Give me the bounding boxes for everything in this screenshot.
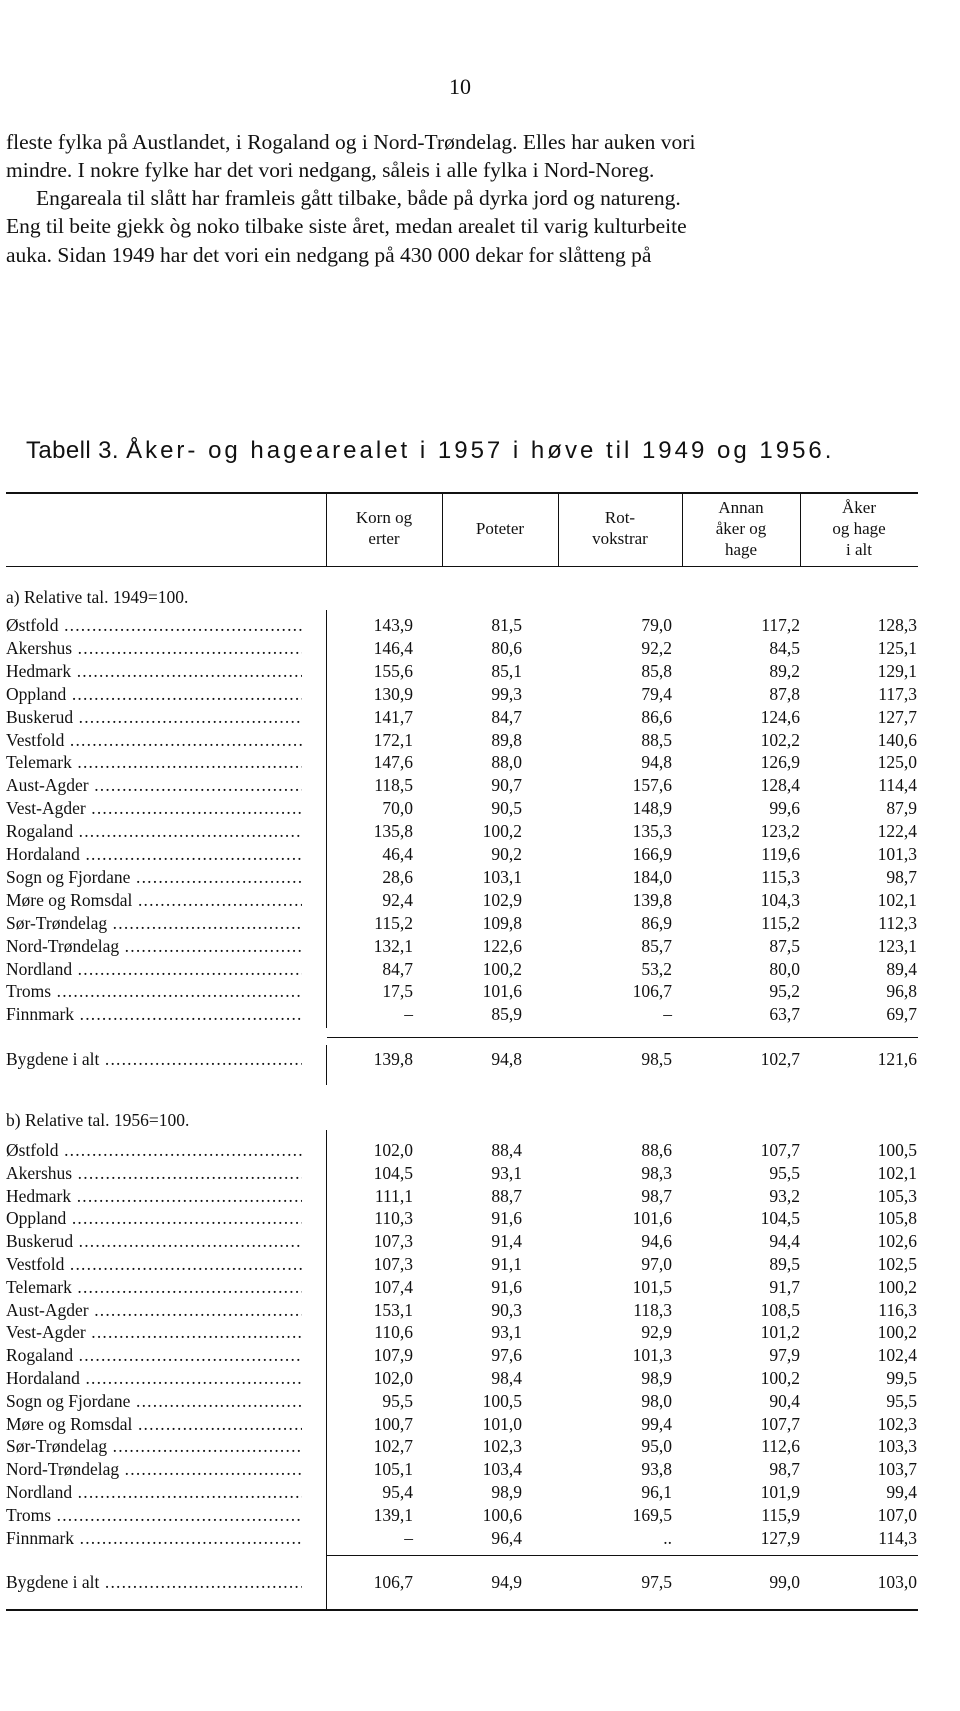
table-cell: 109,8 <box>482 912 522 933</box>
row-label: Rogaland ..... <box>6 820 302 843</box>
table-cell: 89,5 <box>769 1254 800 1274</box>
table-cell: 98,7 <box>641 1185 672 1206</box>
table-number: Tabell 3. <box>26 437 127 464</box>
table-cell: 100,5 <box>877 1140 917 1160</box>
table-cell: 102,2 <box>760 729 800 750</box>
row-label: Aust-Agder ..... <box>6 1299 302 1322</box>
row-label: Vest-Agder ..... <box>6 797 302 820</box>
table-row <box>0 1321 930 1344</box>
row-label: Bygdene i alt ..... <box>6 1048 302 1071</box>
table-cell: 99,0 <box>769 1572 800 1592</box>
table-cell: 100,2 <box>482 958 522 979</box>
table-cell: 103,3 <box>877 1436 917 1457</box>
header-line: i alt <box>846 540 872 559</box>
table-cell: 91,6 <box>491 1208 522 1229</box>
row-label: Vestfold ..... <box>6 729 302 752</box>
table-cell: 88,0 <box>491 752 522 773</box>
table-cell: 92,2 <box>641 637 672 658</box>
table-cell: 101,0 <box>482 1413 522 1434</box>
table-cell: 101,6 <box>482 981 522 1002</box>
column-header-aker-total <box>800 497 918 560</box>
table-cell: 85,9 <box>491 1004 522 1025</box>
row-label: Nordland ..... <box>6 1481 302 1504</box>
row-label: Sør-Trøndelag ..... <box>6 912 302 935</box>
table-cell: 140,6 <box>877 729 917 750</box>
table-cell: 93,8 <box>641 1459 672 1480</box>
table-row <box>0 912 930 935</box>
table-cell: 93,2 <box>769 1185 800 1206</box>
row-label: Hordaland ..... <box>6 1367 302 1390</box>
table-cell: 169,5 <box>632 1504 672 1525</box>
table-cell: 106,7 <box>373 1572 413 1592</box>
table-cell: 105,3 <box>877 1185 917 1206</box>
table-cell: 91,6 <box>491 1276 522 1297</box>
table-cell: 107,9 <box>373 1345 413 1366</box>
table-cell: 105,1 <box>373 1459 413 1480</box>
table-cell: 99,4 <box>886 1482 917 1502</box>
table-row <box>0 1344 930 1367</box>
total-divider-rule <box>327 1555 918 1556</box>
table-cell: 97,9 <box>769 1345 800 1366</box>
table-cell: 89,8 <box>491 729 522 750</box>
table-cell: 94,9 <box>491 1572 522 1592</box>
table-cell: 111,1 <box>374 1185 413 1206</box>
table-cell: 84,7 <box>491 706 522 727</box>
table-cell: 94,6 <box>641 1231 672 1252</box>
table-cell: 115,9 <box>761 1504 800 1525</box>
paragraph-line: fleste fylka på Austlandet, i Rogaland og i Nord-Trøndelag. Elles har auken vori <box>6 130 696 154</box>
row-label: Hedmark ..... <box>6 1185 302 1208</box>
table-cell: 91,4 <box>491 1231 522 1252</box>
table-cell: 94,8 <box>491 1049 522 1069</box>
table-row <box>0 1276 930 1299</box>
table-row <box>0 1185 930 1208</box>
row-label: Oppland ..... <box>6 1207 302 1230</box>
table-cell: 100,2 <box>482 821 522 842</box>
table-cell: 106,7 <box>632 981 672 1002</box>
table-row <box>0 729 930 752</box>
table-cell: 101,3 <box>632 1345 672 1366</box>
column-header-korn <box>326 507 442 549</box>
table-cell: 107,7 <box>760 1413 800 1434</box>
table-cell: 122,6 <box>482 935 522 956</box>
table-cell: 100,7 <box>373 1413 413 1434</box>
table-cell: 90,3 <box>491 1299 522 1320</box>
table-cell: 95,2 <box>769 981 800 1002</box>
table-cell: 102,7 <box>760 1049 800 1069</box>
table-cell: 114,3 <box>878 1527 917 1548</box>
table-row <box>0 1207 930 1230</box>
header-line: og hage <box>832 519 886 538</box>
table-cell: 105,8 <box>877 1208 917 1229</box>
table-row <box>0 614 930 637</box>
table-cell: 116,3 <box>878 1299 917 1320</box>
table-cell: 95,0 <box>641 1436 672 1457</box>
table-cell: 93,1 <box>491 1322 522 1343</box>
table-cell: 96,8 <box>886 981 917 1002</box>
table-cell: 91,1 <box>491 1254 522 1274</box>
table-cell: 95,5 <box>382 1390 413 1411</box>
table-cell: 155,6 <box>373 660 413 681</box>
table-title <box>26 437 834 465</box>
header-bottom-rule <box>6 566 918 567</box>
row-label: Nord-Trøndelag ..... <box>6 1458 302 1481</box>
table-cell: 122,4 <box>877 821 917 842</box>
table-cell: 100,2 <box>760 1368 800 1388</box>
row-label: Telemark ..... <box>6 1276 302 1299</box>
table-cell: 101,9 <box>760 1482 800 1502</box>
table-cell: 103,0 <box>877 1572 917 1592</box>
table-cell: 115,3 <box>761 866 800 887</box>
table-cell: 117,2 <box>761 615 800 635</box>
row-label: Nordland ..... <box>6 958 302 981</box>
table-cell: 102,1 <box>877 889 917 910</box>
row-label: Sogn og Fjordane ..... <box>6 866 302 889</box>
row-label: Rogaland ..... <box>6 1344 302 1367</box>
table-cell: 90,5 <box>491 798 522 819</box>
table-cell: 98,9 <box>491 1482 522 1502</box>
table-row <box>0 1390 930 1413</box>
table-cell: 107,7 <box>760 1140 800 1160</box>
row-label: Buskerud ..... <box>6 706 302 729</box>
table-row <box>0 1367 930 1390</box>
table-cell: 94,4 <box>769 1231 800 1252</box>
table-cell: 100,2 <box>877 1322 917 1343</box>
table-row <box>0 1458 930 1481</box>
table-cell: 104,5 <box>760 1208 800 1229</box>
table-cell: 139,8 <box>632 889 672 910</box>
table-cell: 98,5 <box>641 1049 672 1069</box>
table-cell: 98,9 <box>641 1368 672 1388</box>
row-label: Hedmark ..... <box>6 660 302 683</box>
table-cell: 85,7 <box>641 935 672 956</box>
table-cell: 17,5 <box>382 981 413 1002</box>
table-row <box>0 774 930 797</box>
table-cell: 124,6 <box>760 706 800 727</box>
table-cell: 102,1 <box>877 1162 917 1183</box>
table-cell: 143,9 <box>373 615 413 635</box>
table-cell: 100,6 <box>482 1504 522 1525</box>
row-label: Vest-Agder ..... <box>6 1321 302 1344</box>
header-line: Annan <box>718 498 764 517</box>
table-cell: 115,2 <box>761 912 800 933</box>
table-cell: 107,3 <box>373 1231 413 1252</box>
table-cell: 118,5 <box>374 775 413 796</box>
table-row <box>0 889 930 912</box>
table-total-row <box>0 1571 930 1594</box>
table-row <box>0 1139 930 1162</box>
table-row <box>0 797 930 820</box>
table-row <box>0 1230 930 1253</box>
table-cell: 125,0 <box>877 752 917 773</box>
table-cell: 108,5 <box>760 1299 800 1320</box>
table-cell: 135,8 <box>373 821 413 842</box>
table-cell: 98,4 <box>491 1368 522 1388</box>
table-cell: 84,7 <box>382 958 413 979</box>
row-label: Nord-Trøndelag ..... <box>6 935 302 958</box>
table-cell: 112,6 <box>761 1436 800 1457</box>
table-cell: 107,0 <box>877 1504 917 1525</box>
table-cell: 85,8 <box>641 660 672 681</box>
row-label: Telemark ..... <box>6 751 302 774</box>
table-cell: 87,8 <box>769 683 800 704</box>
table-cell: 98,7 <box>769 1459 800 1480</box>
header-line: Rot- <box>604 508 636 527</box>
table-row <box>0 866 930 889</box>
table-cell: 103,1 <box>482 866 522 887</box>
table-row <box>0 935 930 958</box>
table-cell: 99,5 <box>886 1368 917 1388</box>
table-cell: 70,0 <box>382 798 413 819</box>
paragraph-line: auka. Sidan 1949 har det vori ein nedgang på 430 000 dekar for slåtteng på <box>6 243 652 267</box>
header-line: erter <box>368 529 400 548</box>
table-cell: 100,2 <box>877 1276 917 1297</box>
table-cell: 97,6 <box>491 1345 522 1366</box>
paragraph-line: Engareala til slått har framleis gått tilbake, både på dyrka jord og natureng. <box>36 186 681 210</box>
column-header-rotvokstrar <box>558 507 682 549</box>
table-cell: 146,4 <box>373 637 413 658</box>
table-cell: 95,5 <box>886 1390 917 1411</box>
table-cell: – <box>404 1004 413 1025</box>
table-row <box>0 751 930 774</box>
table-cell: 101,3 <box>877 844 917 864</box>
row-label: Finnmark ..... <box>6 1003 302 1026</box>
table-cell: 128,4 <box>760 775 800 796</box>
table-cell: 53,2 <box>641 958 672 979</box>
table-cell: – <box>404 1527 413 1548</box>
table-cell: 102,5 <box>877 1254 917 1274</box>
table-cell: 103,4 <box>482 1459 522 1480</box>
row-label: Østfold ..... <box>6 1139 302 1162</box>
table-row <box>0 637 930 660</box>
paragraph-line: Eng til beite gjekk òg noko tilbake siste året, medan arealet til varig kulturbeite <box>6 214 687 238</box>
table-cell: 92,9 <box>641 1322 672 1343</box>
table-cell: 123,1 <box>877 935 917 956</box>
table-cell: 112,3 <box>878 912 917 933</box>
row-label: Hordaland ..... <box>6 843 302 866</box>
table-total-row <box>0 1048 930 1071</box>
row-label: Akershus ..... <box>6 1162 302 1185</box>
table-cell: .. <box>663 1527 672 1548</box>
table-cell: 46,4 <box>382 844 413 864</box>
table-cell: 121,6 <box>877 1049 917 1069</box>
table-cell: – <box>663 1004 672 1025</box>
table-row <box>0 1003 930 1026</box>
table-cell: 98,3 <box>641 1162 672 1183</box>
page-number: 10 <box>449 74 471 99</box>
table-cell: 127,9 <box>760 1527 800 1548</box>
table-cell: 88,6 <box>641 1140 672 1160</box>
table-row <box>0 1481 930 1504</box>
table-cell: 135,3 <box>632 821 672 842</box>
table-cell: 95,4 <box>382 1482 413 1502</box>
header-line: vokstrar <box>592 529 648 548</box>
row-label: Buskerud ..... <box>6 1230 302 1253</box>
table-cell: 89,4 <box>886 958 917 979</box>
table-cell: 118,3 <box>633 1299 672 1320</box>
table-cell: 81,5 <box>491 615 522 635</box>
table-row <box>0 980 930 1003</box>
table-cell: 129,1 <box>877 660 917 681</box>
table-cell: 97,5 <box>641 1572 672 1592</box>
column-header-poteter <box>442 518 558 539</box>
table-cell: 86,9 <box>641 912 672 933</box>
table-cell: 28,6 <box>382 866 413 887</box>
header-line: Korn og <box>355 508 413 527</box>
table-cell: 94,8 <box>641 752 672 773</box>
table-cell: 99,6 <box>769 798 800 819</box>
table-cell: 102,9 <box>482 889 522 910</box>
row-label: Oppland ..... <box>6 683 302 706</box>
table-cell: 104,5 <box>373 1162 413 1183</box>
table-cell: 101,5 <box>632 1276 672 1297</box>
table-row <box>0 660 930 683</box>
table-cell: 104,3 <box>760 889 800 910</box>
table-cell: 102,3 <box>877 1413 917 1434</box>
section-a-label: a) Relative tal. 1949=100. <box>6 587 189 607</box>
table-cell: 102,7 <box>373 1436 413 1457</box>
table-cell: 79,4 <box>641 683 672 704</box>
row-label: Troms ..... <box>6 980 302 1003</box>
table-cell: 90,4 <box>769 1390 800 1411</box>
table-cell: 115,2 <box>374 912 413 933</box>
header-top-rule <box>6 492 918 494</box>
table-cell: 63,7 <box>769 1004 800 1025</box>
table-cell: 98,0 <box>641 1390 672 1411</box>
table-cell: 125,1 <box>877 637 917 658</box>
table-cell: 107,4 <box>373 1276 413 1297</box>
table-cell: 99,3 <box>491 683 522 704</box>
table-row <box>0 1527 930 1550</box>
table-cell: 87,9 <box>886 798 917 819</box>
table-cell: 102,0 <box>373 1140 413 1160</box>
table-cell: 80,6 <box>491 637 522 658</box>
row-label: Troms ..... <box>6 1504 302 1527</box>
table-cell: 153,1 <box>373 1299 413 1320</box>
section-b-label: b) Relative tal. 1956=100. <box>6 1110 190 1130</box>
table-cell: 84,5 <box>769 637 800 658</box>
table-cell: 98,7 <box>886 866 917 887</box>
table-cell: 139,8 <box>373 1049 413 1069</box>
table-cell: 166,9 <box>632 844 672 864</box>
total-divider-rule <box>327 1037 918 1038</box>
table-cell: 97,0 <box>641 1254 672 1274</box>
table-cell: 91,7 <box>769 1276 800 1297</box>
table-cell: 114,4 <box>878 775 917 796</box>
table-cell: 110,3 <box>374 1208 413 1229</box>
table-bottom-rule <box>6 1609 918 1611</box>
table-cell: 102,0 <box>373 1368 413 1388</box>
table-caption: Åker- og hagearealet i 1957 i høve til 1949 og 1956. <box>126 437 835 464</box>
table-cell: 141,7 <box>373 706 413 727</box>
table-cell: 93,1 <box>491 1162 522 1183</box>
table-cell: 102,6 <box>877 1231 917 1252</box>
table-cell: 90,2 <box>491 844 522 864</box>
table-cell: 126,9 <box>760 752 800 773</box>
table-cell: 119,6 <box>761 844 800 864</box>
table-cell: 139,1 <box>373 1504 413 1525</box>
table-cell: 110,6 <box>374 1322 413 1343</box>
header-line: Åker <box>842 498 876 517</box>
row-label: Sør-Trøndelag ..... <box>6 1435 302 1458</box>
row-label: Finnmark ..... <box>6 1527 302 1550</box>
table-cell: 130,9 <box>373 683 413 704</box>
paragraph-line: mindre. I nokre fylke har det vori nedgang, såleis i alle fylka i Nord-Noreg. <box>6 158 655 182</box>
table-cell: 88,4 <box>491 1140 522 1160</box>
table-cell: 90,7 <box>491 775 522 796</box>
table-cell: 95,5 <box>769 1162 800 1183</box>
table-cell: 86,6 <box>641 706 672 727</box>
table-cell: 85,1 <box>491 660 522 681</box>
column-header-annan <box>682 497 800 560</box>
table-row <box>0 683 930 706</box>
header-line: åker og <box>715 519 767 538</box>
header-line: hage <box>724 540 758 559</box>
row-label: Aust-Agder ..... <box>6 774 302 797</box>
row-label: Akershus ..... <box>6 637 302 660</box>
table-cell: 96,1 <box>641 1482 672 1502</box>
table-cell: 107,3 <box>373 1254 413 1274</box>
table-cell: 148,9 <box>632 798 672 819</box>
table-cell: 132,1 <box>373 935 413 956</box>
table-cell: 80,0 <box>769 958 800 979</box>
table-cell: 102,3 <box>482 1436 522 1457</box>
table-row <box>0 1299 930 1322</box>
table-row <box>0 1162 930 1185</box>
table-row <box>0 706 930 729</box>
table-row <box>0 1435 930 1458</box>
row-label: Møre og Romsdal ..... <box>6 1413 302 1436</box>
table-cell: 102,4 <box>877 1345 917 1366</box>
row-label: Bygdene i alt ..... <box>6 1571 302 1594</box>
table-cell: 103,7 <box>877 1459 917 1480</box>
table-cell: 100,5 <box>482 1390 522 1411</box>
table-cell: 88,7 <box>491 1185 522 1206</box>
table-cell: 101,6 <box>632 1208 672 1229</box>
table-cell: 172,1 <box>373 729 413 750</box>
table-row <box>0 958 930 981</box>
row-label: Vestfold ..... <box>6 1253 302 1276</box>
table-cell: 89,2 <box>769 660 800 681</box>
table-cell: 117,3 <box>878 683 917 704</box>
table-cell: 69,7 <box>886 1004 917 1025</box>
table-cell: 123,2 <box>760 821 800 842</box>
header-line: Poteter <box>475 519 525 538</box>
table-row <box>0 820 930 843</box>
table-row <box>0 1413 930 1436</box>
table-cell: 101,2 <box>760 1322 800 1343</box>
table-row <box>0 1253 930 1276</box>
table-cell: 128,3 <box>877 615 917 635</box>
row-label: Østfold ..... <box>6 614 302 637</box>
table-cell: 96,4 <box>491 1527 522 1548</box>
table-cell: 92,4 <box>382 889 413 910</box>
table-cell: 147,6 <box>373 752 413 773</box>
table-cell: 99,4 <box>641 1413 672 1434</box>
table-row <box>0 1504 930 1527</box>
table-row <box>0 843 930 866</box>
table-cell: 127,7 <box>877 706 917 727</box>
table-cell: 157,6 <box>632 775 672 796</box>
table-cell: 88,5 <box>641 729 672 750</box>
row-label: Sogn og Fjordane ..... <box>6 1390 302 1413</box>
table-cell: 79,0 <box>641 615 672 635</box>
row-label: Møre og Romsdal ..... <box>6 889 302 912</box>
table-cell: 184,0 <box>632 866 672 887</box>
table-cell: 87,5 <box>769 935 800 956</box>
